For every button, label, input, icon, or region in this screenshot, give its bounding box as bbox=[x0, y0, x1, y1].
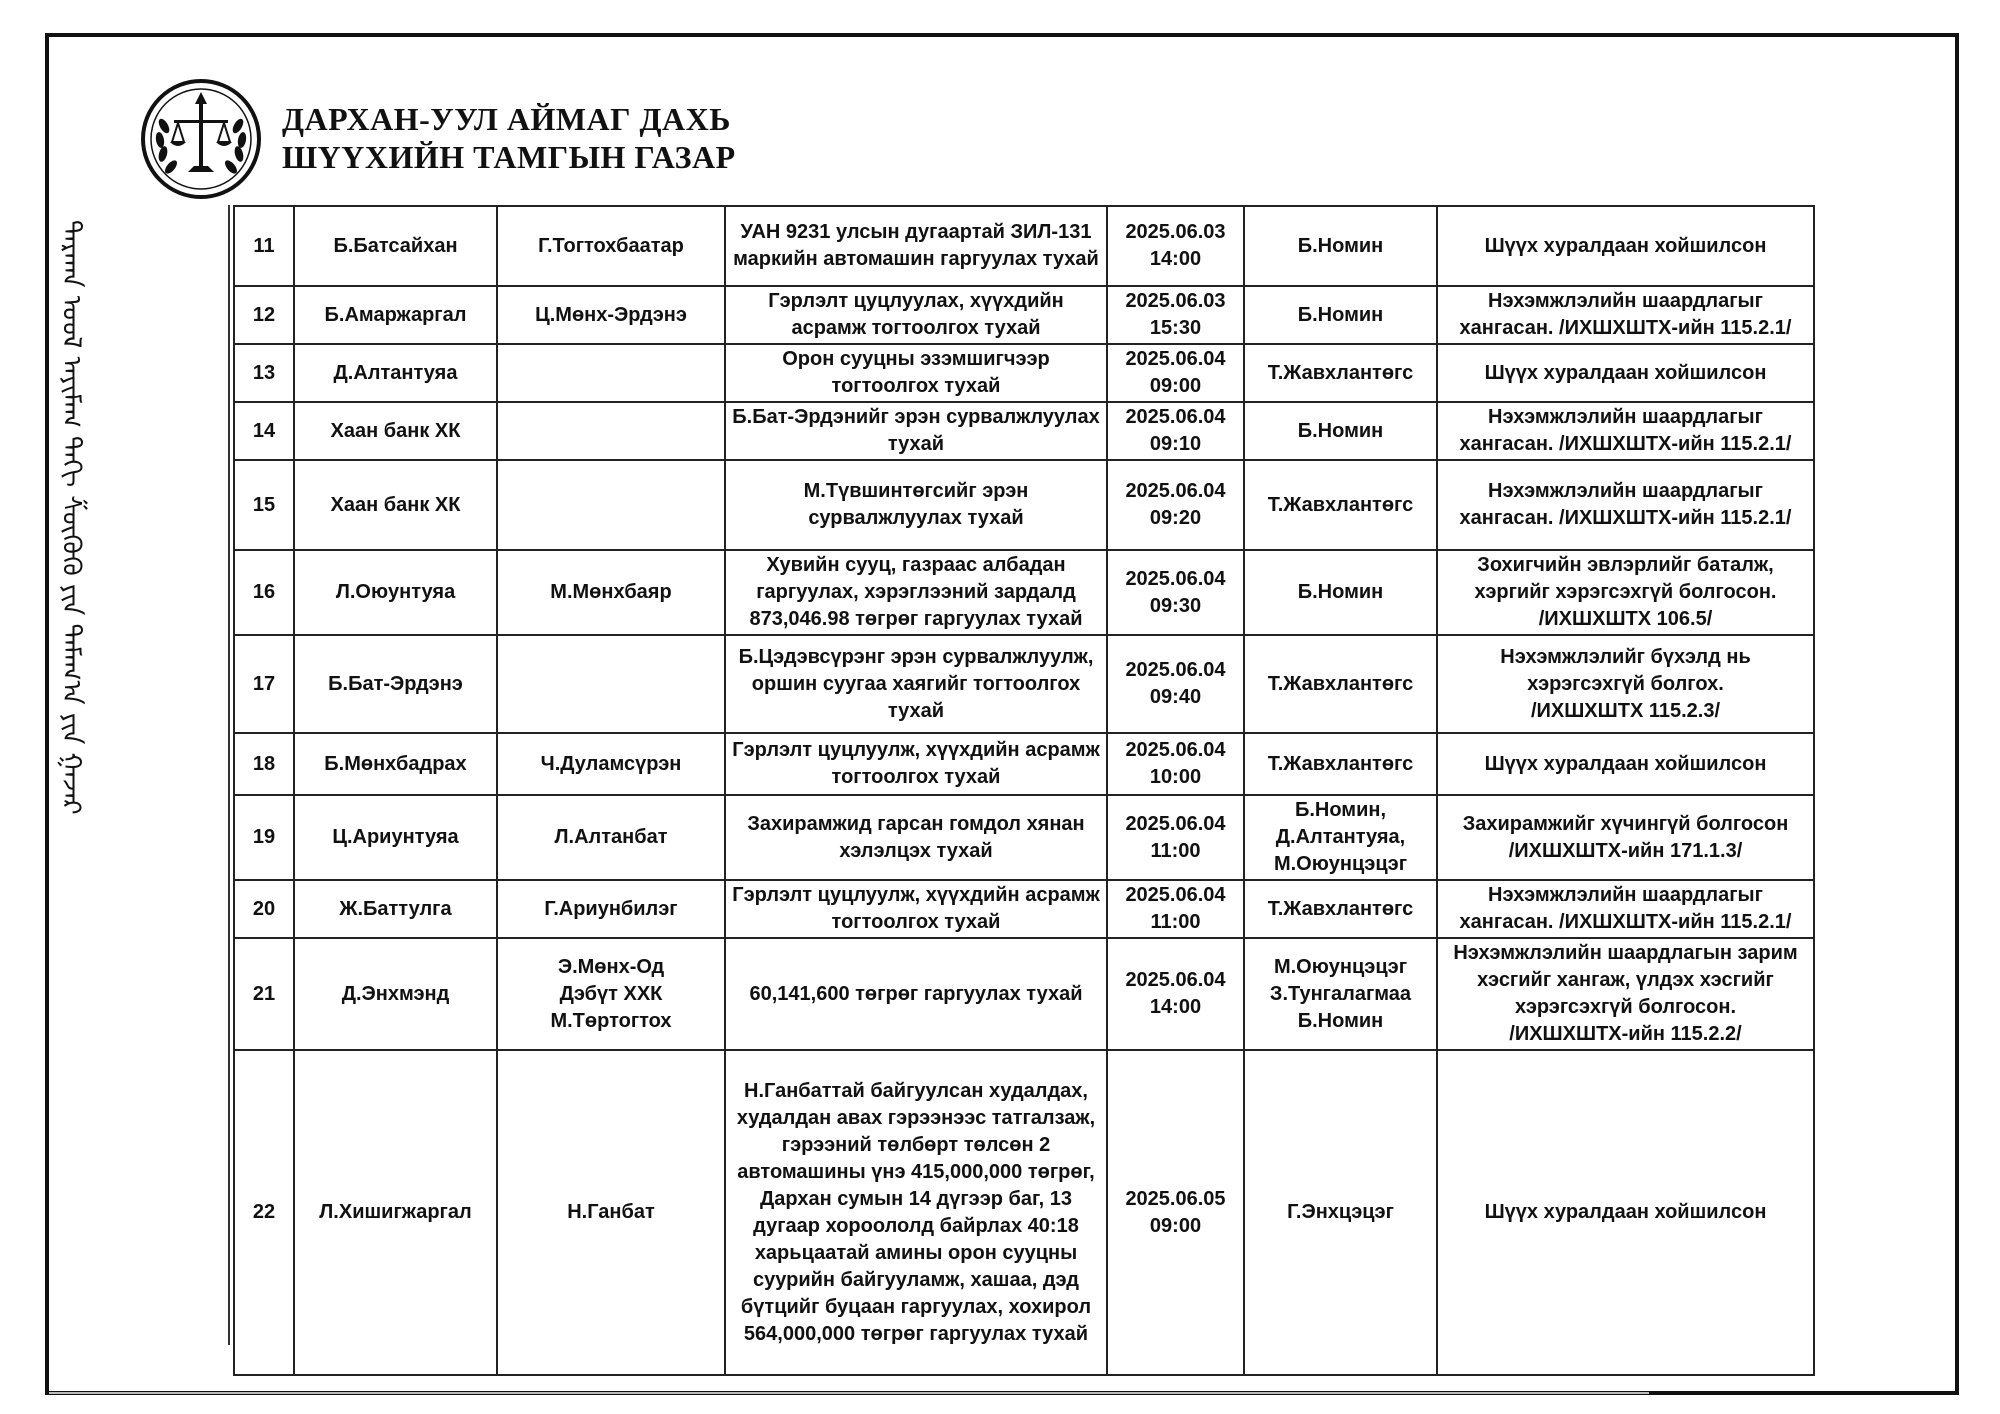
cell-defendant: Ч.Дуламсүрэн bbox=[497, 733, 725, 795]
cell-plaintiff: Л.Хишигжаргал bbox=[294, 1050, 497, 1375]
cell-datetime: 2025.06.04 09:00 bbox=[1107, 344, 1244, 402]
cell-number: 16 bbox=[234, 550, 294, 635]
cell-result: Нэхэмжлэлийн шаардлагыг хангасан. /ИХШХШТХ-ийн 115.2.1/ bbox=[1437, 460, 1814, 550]
table-row bbox=[234, 460, 1814, 550]
cell-defendant: Н.Ганбат bbox=[497, 1050, 725, 1375]
cell-datetime: 2025.06.05 09:00 bbox=[1107, 1050, 1244, 1375]
cell-plaintiff: Д.Алтантуяа bbox=[294, 344, 497, 402]
table-row bbox=[234, 550, 1814, 635]
cell-plaintiff: Ж.Баттулга bbox=[294, 880, 497, 938]
table-row bbox=[234, 795, 1814, 880]
cell-claim: Гэрлэлт цуцлуулж, хүүхдийн асрамж тогтоолгох тухай bbox=[725, 880, 1107, 938]
cell-number: 19 bbox=[234, 795, 294, 880]
cell-result: Нэхэмжлэлийн шаардлагын зарим хэсгийг хангаж, үлдэх хэсгийг хэрэгсэхгүй болгосон. /ИХШХШТХ-ийн 115.2.2/ bbox=[1437, 938, 1814, 1050]
cell-defendant: М.Мөнхбаяр bbox=[497, 550, 725, 635]
cell-result: Нэхэмжлэлийн шаардлагыг хангасан. /ИХШХШТХ-ийн 115.2.1/ bbox=[1437, 286, 1814, 344]
cell-datetime: 2025.06.03 15:30 bbox=[1107, 286, 1244, 344]
vertical-mongolian-script: ᠳᠠᠷᠬᠠᠨ ᠤᠤᠯ ᠠᠶᠢᠮᠠᠭ ᠳᠠᠬᠢ ᠱᠦᠭᠦᠬᠦ ᠶᠢᠨ ᠲᠠᠮᠠᠭ᠎ᠠ ᠶᠢᠨ ᠭᠠᠵᠠᠷ bbox=[56, 220, 86, 815]
cell-number: 15 bbox=[234, 460, 294, 550]
cell-datetime: 2025.06.04 09:30 bbox=[1107, 550, 1244, 635]
table-row bbox=[234, 1050, 1814, 1375]
cell-judge: М.Оюунцэцэг З.Тунгалагмаа Б.Номин bbox=[1244, 938, 1437, 1050]
cell-plaintiff: Б.Бат-Эрдэнэ bbox=[294, 635, 497, 733]
cell-number: 18 bbox=[234, 733, 294, 795]
organization-name-line2: ШҮҮХИЙН ТАМГЫН ГАЗАР bbox=[282, 139, 736, 175]
cell-datetime: 2025.06.04 10:00 bbox=[1107, 733, 1244, 795]
cell-claim: Хувийн сууц, газраас албадан гаргуулах, хэрэглээний зардалд 873,046.98 төгрөг гаргуулах тухай bbox=[725, 550, 1107, 635]
cell-plaintiff: Б.Амаржаргал bbox=[294, 286, 497, 344]
cell-judge: Т.Жавхлантөгс bbox=[1244, 460, 1437, 550]
cell-defendant bbox=[497, 344, 725, 402]
cell-number: 12 bbox=[234, 286, 294, 344]
cell-claim: Б.Цэдэвсүрэнг эрэн сурвалжлуулж, оршин суугаа хаягийг тогтоолгох тухай bbox=[725, 635, 1107, 733]
cell-defendant bbox=[497, 635, 725, 733]
cell-datetime: 2025.06.04 09:40 bbox=[1107, 635, 1244, 733]
cell-defendant: Г.Ариунбилэг bbox=[497, 880, 725, 938]
cell-judge: Б.Номин bbox=[1244, 286, 1437, 344]
cell-claim: Захирамжид гарсан гомдол хянан хэлэлцэх тухай bbox=[725, 795, 1107, 880]
cell-number: 22 bbox=[234, 1050, 294, 1375]
table-row bbox=[234, 733, 1814, 795]
cell-result: Зохигчийн эвлэрлийг баталж, хэргийг хэрэгсэхгүй болгосон. /ИХШХШТХ 106.5/ bbox=[1437, 550, 1814, 635]
table-row bbox=[234, 206, 1814, 286]
cell-defendant: Л.Алтанбат bbox=[497, 795, 725, 880]
cell-judge: Б.Номин, Д.Алтантуяа, М.Оюунцэцэг bbox=[1244, 795, 1437, 880]
cell-plaintiff: Ц.Ариунтуяа bbox=[294, 795, 497, 880]
cell-datetime: 2025.06.03 14:00 bbox=[1107, 206, 1244, 286]
side-rule bbox=[45, 200, 49, 1140]
cell-claim: Б.Бат-Эрдэнийг эрэн сурвалжлуулах тухай bbox=[725, 402, 1107, 460]
cell-result: Шүүх хуралдаан хойшилсон bbox=[1437, 344, 1814, 402]
cell-plaintiff: Д.Энхмэнд bbox=[294, 938, 497, 1050]
table-row bbox=[234, 938, 1814, 1050]
table-row bbox=[234, 286, 1814, 344]
table-row bbox=[234, 402, 1814, 460]
table-row bbox=[234, 880, 1814, 938]
court-emblem-icon bbox=[138, 76, 264, 202]
cell-claim: Гэрлэлт цуцлуулах, хүүхдийн асрамж тогтоолгох тухай bbox=[725, 286, 1107, 344]
cell-judge: Т.Жавхлантөгс bbox=[1244, 733, 1437, 795]
cell-number: 11 bbox=[234, 206, 294, 286]
cell-datetime: 2025.06.04 09:10 bbox=[1107, 402, 1244, 460]
cell-result: Шүүх хуралдаан хойшилсон bbox=[1437, 733, 1814, 795]
cell-number: 17 bbox=[234, 635, 294, 733]
cell-claim: Орон сууцны эзэмшигчээр тогтоолгох тухай bbox=[725, 344, 1107, 402]
cell-claim: Н.Ганбаттай байгуулсан худалдах, худалдан авах гэрээнээс татгалзаж, гэрээний төлбөрт төлсөн 2 автомашины үнэ 415,000,000 төгрөг, Дархан сумын 14 дүгээр баг, 13 дугаар хороололд байрлах 40:18 харьцаатай амины орон сууцны суурийн байгууламж, хашаа, дэд бүтцийг буцаан гаргуулах, хохирол 564,000,000 төгрөг гаргуулах тухай bbox=[725, 1050, 1107, 1375]
cell-defendant: Ц.Мөнх-Эрдэнэ bbox=[497, 286, 725, 344]
cell-judge: Б.Номин bbox=[1244, 206, 1437, 286]
cell-judge: Г.Энхцэцэг bbox=[1244, 1050, 1437, 1375]
table-body bbox=[234, 206, 1814, 1375]
cell-claim: Гэрлэлт цуцлуулж, хүүхдийн асрамж тогтоолгох тухай bbox=[725, 733, 1107, 795]
cell-claim: УАН 9231 улсын дугаартай ЗИЛ-131 маркийн автомашин гаргуулах тухай bbox=[725, 206, 1107, 286]
cell-judge: Т.Жавхлантөгс bbox=[1244, 635, 1437, 733]
cell-judge: Б.Номин bbox=[1244, 402, 1437, 460]
left-margin-rule bbox=[228, 205, 230, 1345]
table-row bbox=[234, 344, 1814, 402]
cell-result: Шүүх хуралдаан хойшилсон bbox=[1437, 206, 1814, 286]
cell-defendant: Г.Тогтохбаатар bbox=[497, 206, 725, 286]
cell-datetime: 2025.06.04 11:00 bbox=[1107, 795, 1244, 880]
cell-plaintiff: Хаан банк ХК bbox=[294, 460, 497, 550]
cell-defendant bbox=[497, 402, 725, 460]
organization-name-line1: ДАРХАН-УУЛ АЙМАГ ДАХЬ bbox=[282, 101, 731, 137]
cell-claim: М.Түвшинтөгсийг эрэн сурвалжлуулах тухай bbox=[725, 460, 1107, 550]
cell-plaintiff: Б.Батсайхан bbox=[294, 206, 497, 286]
cell-result: Нэхэмжлэлийг бүхэлд нь хэрэгсэхгүй болгох. /ИХШХШТХ 115.2.3/ bbox=[1437, 635, 1814, 733]
cell-result: Нэхэмжлэлийн шаардлагыг хангасан. /ИХШХШТХ-ийн 115.2.1/ bbox=[1437, 880, 1814, 938]
cell-judge: Б.Номин bbox=[1244, 550, 1437, 635]
cell-number: 14 bbox=[234, 402, 294, 460]
cell-number: 21 bbox=[234, 938, 294, 1050]
cell-plaintiff: Б.Мөнхбадрах bbox=[294, 733, 497, 795]
organization-name bbox=[282, 100, 982, 176]
cell-result: Захирамжийг хүчингүй болгосон /ИХШХШТХ-ийн 171.1.3/ bbox=[1437, 795, 1814, 880]
cell-judge: Т.Жавхлантөгс bbox=[1244, 880, 1437, 938]
cell-datetime: 2025.06.04 09:20 bbox=[1107, 460, 1244, 550]
cell-number: 13 bbox=[234, 344, 294, 402]
cell-datetime: 2025.06.04 14:00 bbox=[1107, 938, 1244, 1050]
cell-result: Шүүх хуралдаан хойшилсон bbox=[1437, 1050, 1814, 1375]
cell-defendant: Э.Мөнх-Од Дэбүт ХХК М.Төртогтох bbox=[497, 938, 725, 1050]
cell-number: 20 bbox=[234, 880, 294, 938]
cell-claim: 60,141,600 төгрөг гаргуулах тухай bbox=[725, 938, 1107, 1050]
bottom-rule bbox=[49, 1392, 1649, 1394]
cell-plaintiff: Л.Оюунтуяа bbox=[294, 550, 497, 635]
court-cases-table bbox=[233, 205, 1815, 1376]
cell-result: Нэхэмжлэлийн шаардлагыг хангасан. /ИХШХШТХ-ийн 115.2.1/ bbox=[1437, 402, 1814, 460]
cell-plaintiff: Хаан банк ХК bbox=[294, 402, 497, 460]
cell-datetime: 2025.06.04 11:00 bbox=[1107, 880, 1244, 938]
table-row bbox=[234, 635, 1814, 733]
cell-judge: Т.Жавхлантөгс bbox=[1244, 344, 1437, 402]
cell-defendant bbox=[497, 460, 725, 550]
